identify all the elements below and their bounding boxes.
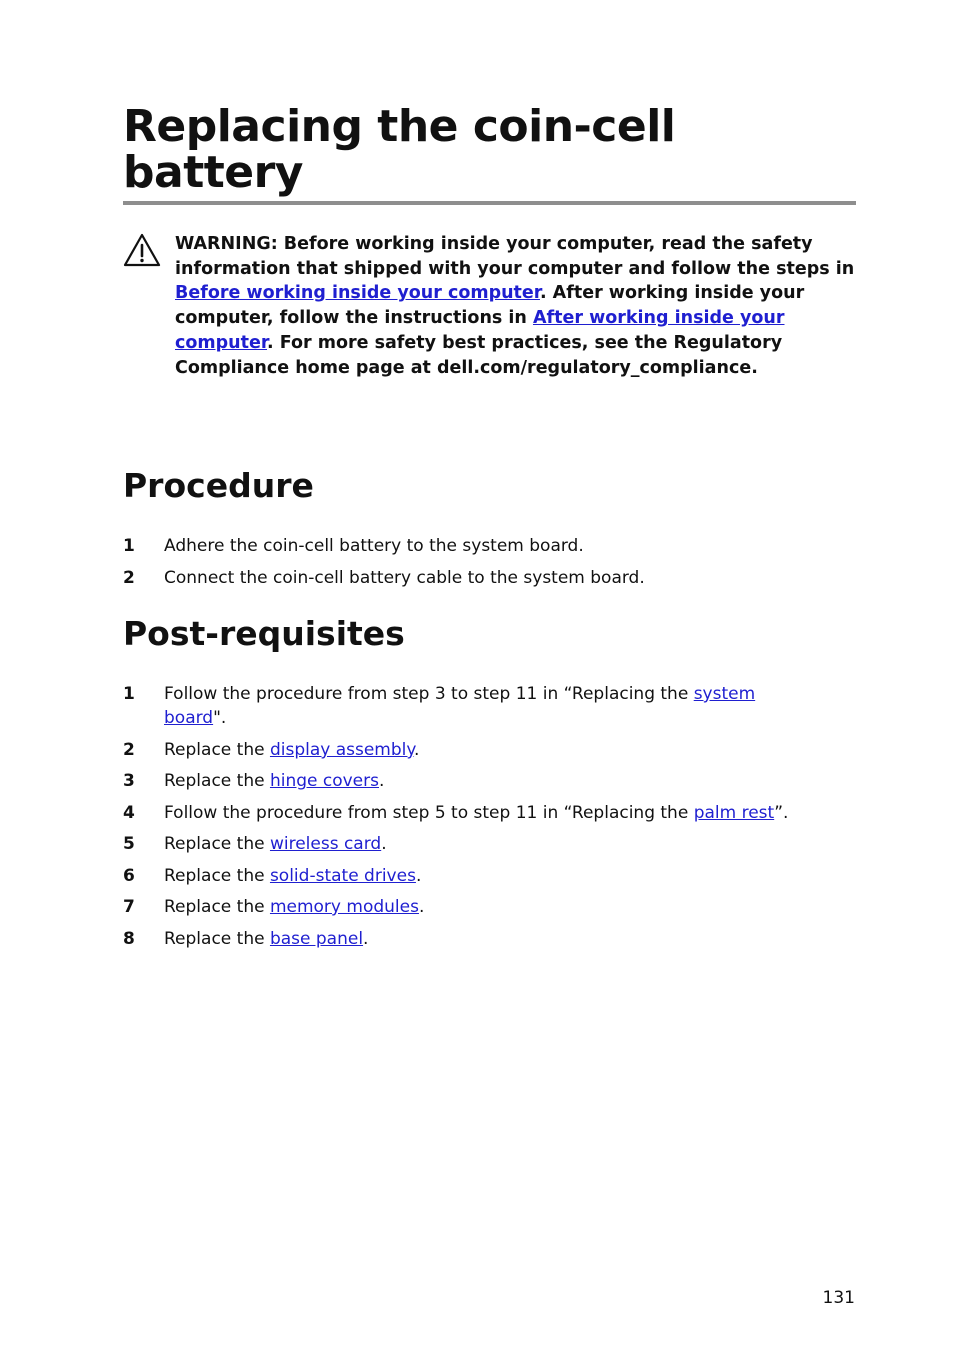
step-text (164, 927, 804, 951)
step-number: 1 (123, 684, 135, 704)
step-text (164, 769, 804, 793)
after-working-link[interactable]: After working inside your computer (175, 308, 785, 353)
step-text: Connect the coin-cell battery cable to the system board. (164, 568, 645, 588)
step-text-part: Replace the (164, 771, 270, 791)
step-text (164, 682, 804, 730)
step-text-part: ”. (774, 803, 789, 823)
base-panel-link[interactable]: base panel (269, 929, 364, 949)
step-number: 4 (123, 803, 135, 823)
title-divider (123, 201, 856, 205)
page-number: 131 (822, 1288, 855, 1308)
step-text (164, 801, 804, 825)
step-number: 2 (123, 568, 135, 588)
step-number: 1 (123, 536, 135, 556)
step-text-part: . (418, 897, 425, 917)
hinge-covers-link[interactable]: hinge covers (269, 771, 379, 791)
step-text-part: . (379, 771, 385, 791)
warning-text-part: WARNING: Before working inside your computer, read the safety information that shipped with your computer and follow the steps in (175, 234, 855, 279)
step-number: 6 (123, 866, 135, 886)
step-text-part: Replace the (164, 929, 270, 949)
step-text (164, 864, 804, 888)
solid-state-drives-link[interactable]: solid-state drives (269, 866, 416, 886)
wireless-card-link[interactable]: wireless card (269, 834, 382, 854)
step-text (164, 895, 804, 919)
warning-text-part: . After working inside your computer, follow the instructions in (175, 283, 805, 329)
procedure-heading: Procedure (123, 466, 314, 505)
warning-text-part: . For more safety best practices, see the Regulatory Compliance home page at dell.com/regulatory_compliance. (175, 332, 783, 378)
step-text: Adhere the coin-cell battery to the system board. (164, 536, 584, 556)
step-text (164, 738, 804, 762)
step-text-part: . (415, 866, 422, 886)
step-text-part: Follow the procedure from step 3 to step 11 in “Replacing the (164, 684, 694, 704)
step-text-part: Replace the (164, 834, 270, 854)
step-number: 8 (123, 929, 135, 949)
step-number: 3 (123, 771, 135, 791)
step-text-part: ". (213, 708, 227, 728)
step-text-part: . (381, 834, 387, 854)
step-text-part: Replace the (164, 897, 270, 917)
system-board-link[interactable]: system board (164, 684, 756, 728)
step-text-part: Replace the (164, 866, 270, 886)
step-text (164, 832, 804, 856)
step-number: 7 (123, 897, 135, 917)
step-number: 2 (123, 740, 135, 760)
warning-text (175, 232, 855, 380)
warning-triangle-icon (123, 232, 161, 268)
memory-modules-link[interactable]: memory modules (269, 897, 419, 917)
page-title: Replacing the coin-cell battery (123, 101, 676, 198)
postrequisites-heading: Post-requisites (123, 614, 405, 653)
palm-rest-link[interactable]: palm rest (693, 803, 775, 823)
step-text-part: . (414, 740, 420, 760)
step-text-part: Replace the (164, 740, 270, 760)
step-text-part: Follow the procedure from step 5 to step 11 in “Replacing the (164, 803, 694, 823)
step-text-part: . (363, 929, 369, 949)
step-number: 5 (123, 834, 135, 854)
display-assembly-link[interactable]: display assembly (269, 740, 415, 760)
before-working-link[interactable]: Before working inside your computer (175, 283, 540, 304)
